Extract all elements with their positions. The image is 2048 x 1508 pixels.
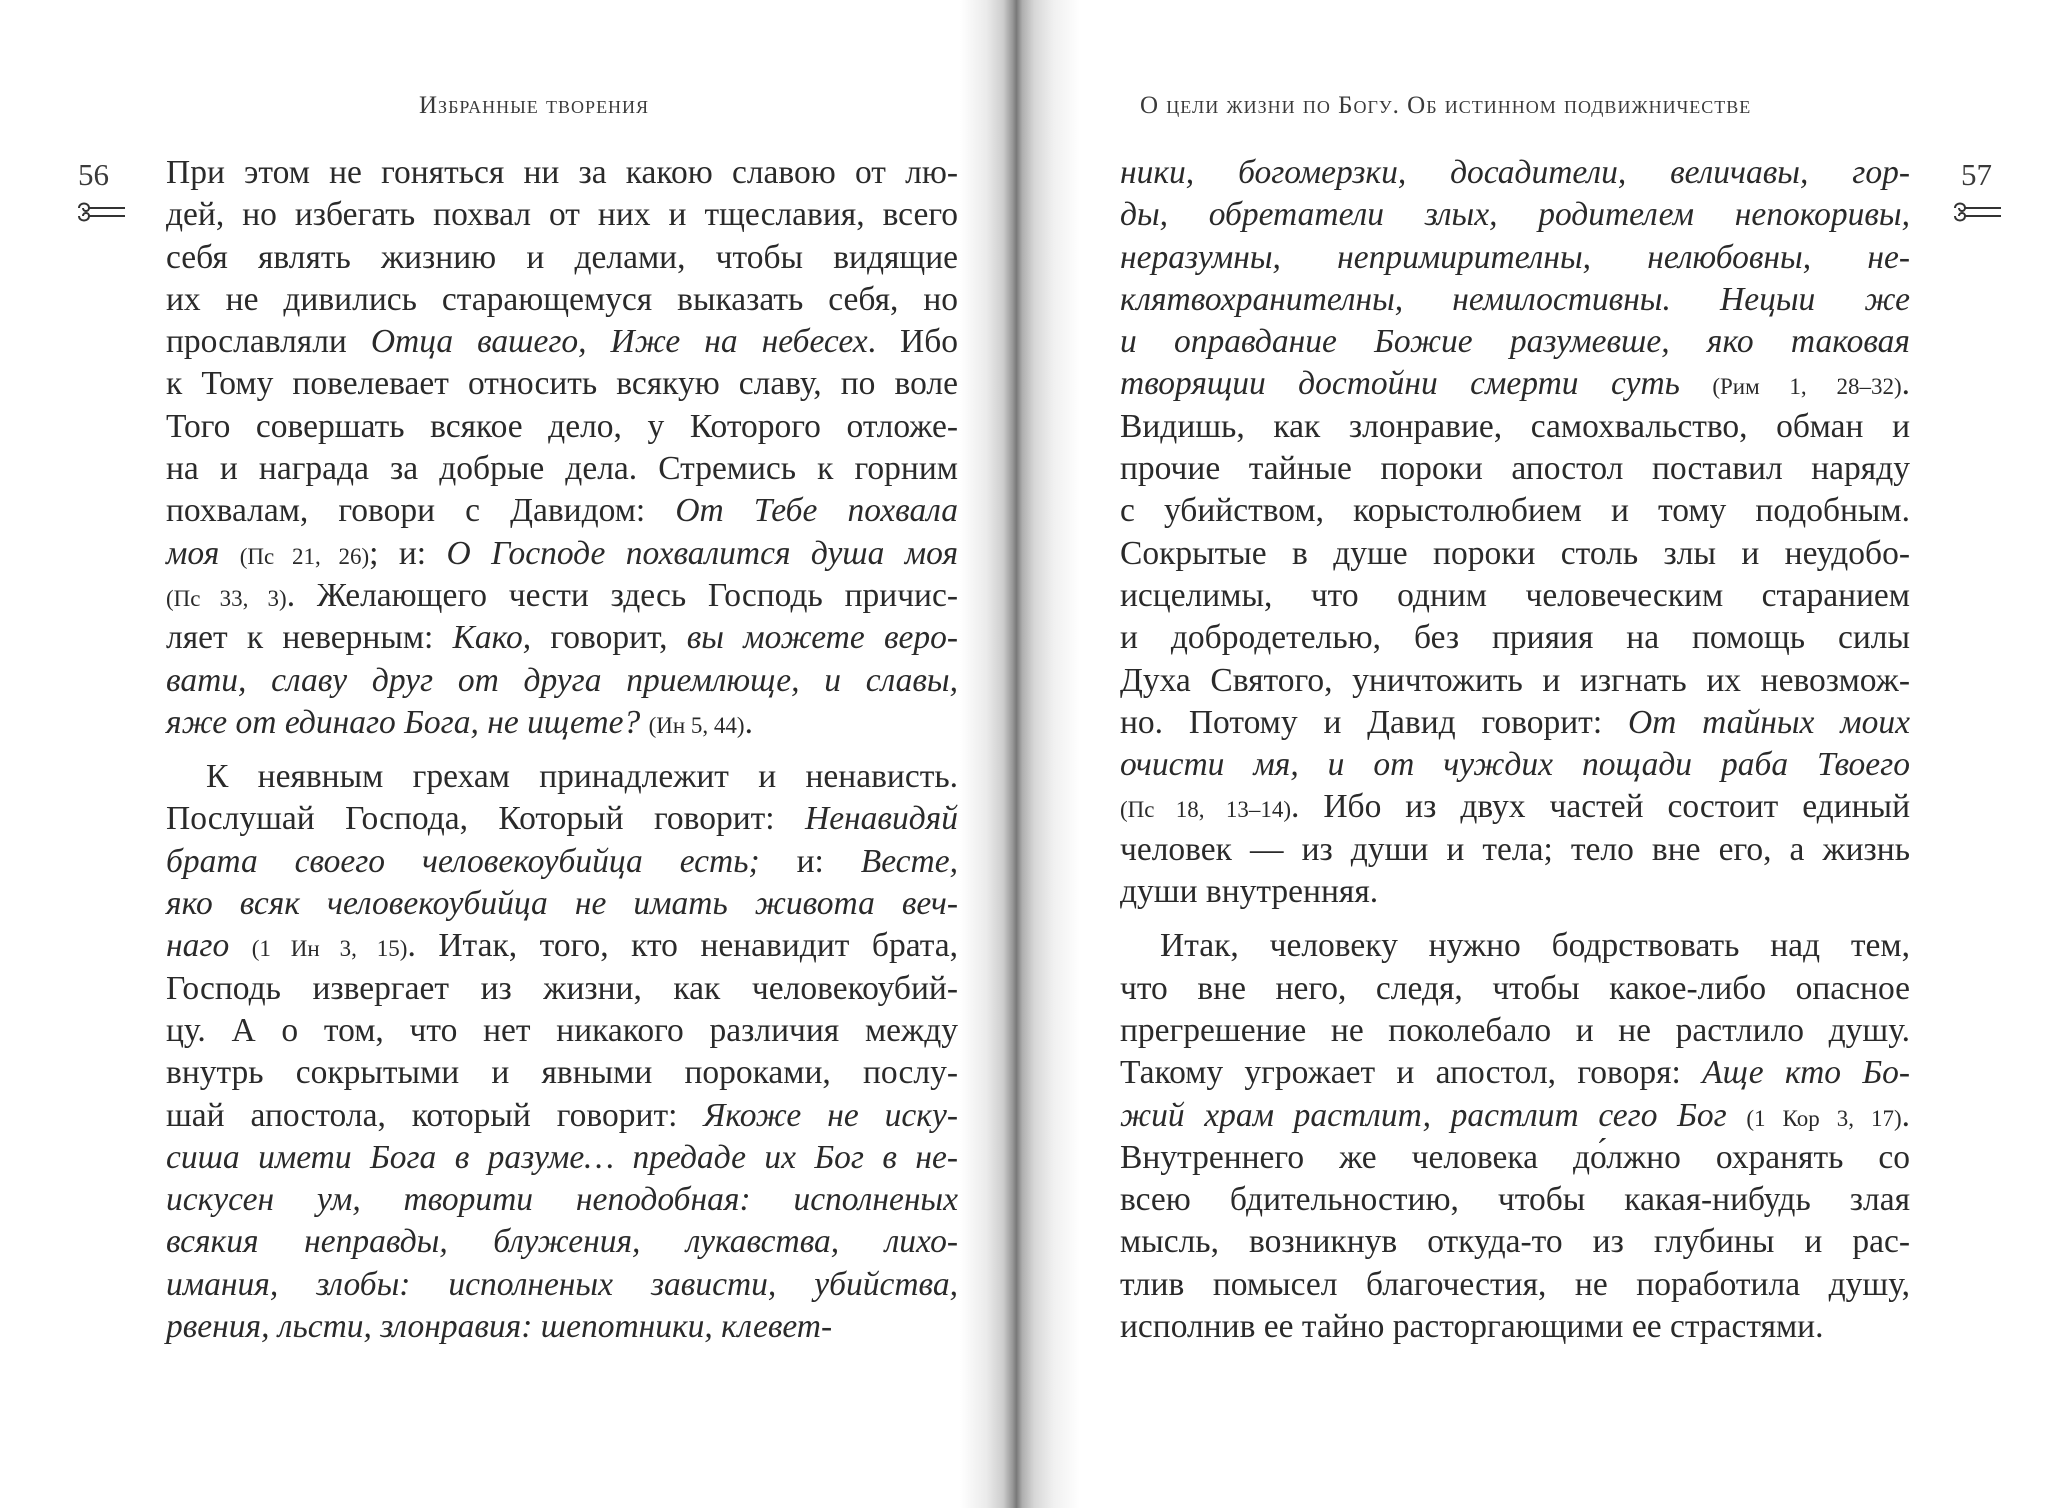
body-text <box>1727 1097 1747 1134</box>
body-text: При этом не гоняться ни за какою славою от лю- <box>166 154 958 191</box>
text-line <box>1120 194 1910 236</box>
right-page-number: 57 <box>1961 157 1992 192</box>
quotation-text: О Господе похвалится душа моя <box>446 534 959 572</box>
text-line <box>1120 533 1910 575</box>
scripture-reference: (1 Кор 3, 17) <box>1746 1105 1902 1131</box>
body-text: . <box>744 703 753 741</box>
text-line <box>166 968 958 1010</box>
quotation-text: Како, <box>452 619 532 657</box>
scroll-ornament-icon <box>75 200 127 224</box>
text-line <box>166 1052 958 1094</box>
body-text: ляет к неверным: <box>166 619 453 657</box>
text-line <box>166 363 958 405</box>
text-line <box>166 406 958 448</box>
quotation-text: Весте, <box>860 842 958 880</box>
quotation-text: Якоже не иску- <box>703 1096 958 1134</box>
body-text: Того совершать всякое дело, у Которого отложе- <box>166 407 958 445</box>
body-text <box>640 704 648 741</box>
quotation-text: наго <box>166 927 230 965</box>
left-page-text <box>166 152 958 1348</box>
text-line <box>166 1095 958 1137</box>
body-text: прославляли <box>166 323 371 361</box>
quotation-text: От тайных моих <box>1627 703 1910 741</box>
body-text: говорит, <box>531 619 687 657</box>
text-line <box>166 798 958 840</box>
text-line <box>166 321 958 363</box>
body-text: к Тому повелевает относить всякую славу, по воле <box>166 365 958 403</box>
text-line <box>166 702 958 744</box>
body-text: Духа Святого, уничтожить и изгнать их невозмож- <box>1120 661 1910 699</box>
quotation-text: неразумны, непримирителны, нелюбовны, не- <box>1120 238 1910 276</box>
body-text: Видишь, как злонравие, самохвальство, обман и <box>1120 407 1910 445</box>
quotation-text: сиша имети Бога в разуме… предаде их Бог в не- <box>166 1138 958 1176</box>
text-line <box>166 617 958 659</box>
scripture-reference: (1 Ин 3, 15) <box>251 936 408 962</box>
text-line <box>1120 363 1910 405</box>
quotation-text: Ненавидяй <box>805 800 958 838</box>
quotation-text: ды, обретатели злых, родителем непокоривы, <box>1120 196 1910 234</box>
paragraph-gap <box>166 744 958 756</box>
body-text: прочие тайные пороки апостол поставил наряду <box>1120 450 1910 488</box>
scripture-reference: (Рим 1, 28–32) <box>1712 374 1902 400</box>
text-line <box>166 490 958 532</box>
body-text: прегрешение не поколебало и не растлило душу. <box>1120 1011 1910 1049</box>
body-text: их не дивились старающемуся выказать себя, но <box>166 280 958 318</box>
text-line <box>1120 871 1910 913</box>
text-line <box>166 237 958 279</box>
body-text: . <box>1901 1096 1911 1134</box>
body-text <box>219 535 239 572</box>
text-line <box>1120 152 1910 194</box>
body-text: ; и: <box>369 534 447 572</box>
quotation-text: ники, богомерзки, досадители, величавы, гор- <box>1120 154 1910 191</box>
text-line <box>1120 702 1910 744</box>
text-line <box>166 1010 958 1052</box>
text-line <box>166 533 958 575</box>
text-line <box>1120 575 1910 617</box>
text-line <box>166 660 958 702</box>
text-line <box>166 448 958 490</box>
body-text: мысль, возникнув откуда-то из глубины и рас- <box>1120 1223 1910 1261</box>
text-line <box>166 1264 958 1306</box>
text-line <box>166 756 958 798</box>
scripture-reference: (Ин 5, 44) <box>648 712 745 738</box>
text-line <box>166 194 958 236</box>
body-text: Такому угрожает и апостол, говоря: <box>1120 1054 1703 1092</box>
quotation-text: искусен ум, творити неподобная: исполненых <box>166 1181 958 1219</box>
scripture-reference: (Пс 18, 13–14) <box>1120 797 1292 823</box>
text-line <box>166 841 958 883</box>
body-text: и добродетелью, без прияия на помощь силы <box>1120 619 1910 657</box>
text-line <box>1120 1221 1910 1263</box>
text-line <box>1120 968 1910 1010</box>
text-line <box>1120 786 1910 828</box>
body-text: цу. А о том, что нет никакого различия между <box>166 1011 958 1049</box>
quotation-text: очисти мя, и от чуждих пощади раба Твоего <box>1120 746 1910 784</box>
text-line <box>166 1179 958 1221</box>
quotation-text: яже от единаго Бога, не ищете? <box>166 703 641 741</box>
text-line <box>1120 744 1910 786</box>
text-line <box>166 575 958 617</box>
text-line <box>1120 490 1910 532</box>
scripture-reference: (Пс 33, 3) <box>166 585 287 611</box>
body-text: Господь извергает из жизни, как человекоубий- <box>166 969 958 1007</box>
body-text: Сокрытые в душе пороки столь злы и неудобо- <box>1120 534 1910 572</box>
left-running-head: Избранные творения <box>419 92 650 119</box>
body-text <box>1680 365 1712 402</box>
body-text: . Итак, того, кто ненавидит брата, <box>407 927 959 965</box>
body-text: внутрь сокрытыми и явными пороками, послу- <box>166 1054 958 1092</box>
text-line <box>1120 406 1910 448</box>
body-text: что вне него, следя, чтобы какое-либо опасное <box>1120 969 1910 1007</box>
quotation-text: яко всяк человекоубийца не имать живота веч- <box>166 885 958 923</box>
quotation-text: вы можете веро- <box>686 619 959 657</box>
text-line <box>1120 660 1910 702</box>
text-line <box>1120 321 1910 363</box>
book-gutter <box>960 0 1080 1508</box>
text-line <box>166 1221 958 1263</box>
quotation-text: творящии достойни смерти суть <box>1120 365 1680 403</box>
body-text: исполнив ее тайно расторгающими ее страстями. <box>1120 1308 1824 1346</box>
text-line <box>1120 448 1910 490</box>
body-text: с убийством, корыстолюбием и тому подобным. <box>1120 492 1910 530</box>
text-line <box>1120 1306 1910 1348</box>
text-line <box>1120 1137 1910 1179</box>
right-running-head: О цели жизни по Богу. Об истинном подвижничестве <box>1140 92 1752 119</box>
text-line <box>1120 237 1910 279</box>
body-text: на и награда за добрые дела. Стремись к горним <box>166 450 958 488</box>
body-text: но. Потому и Давид говорит: <box>1120 703 1628 741</box>
body-text: души внутренняя. <box>1120 873 1379 911</box>
text-line <box>166 1137 958 1179</box>
body-text: и: <box>759 842 861 880</box>
text-line <box>1120 1052 1910 1094</box>
body-text: тлив помысел благочестия, не поработила душу, <box>1120 1265 1910 1303</box>
text-line <box>1120 829 1910 871</box>
body-text: похвалам, говори с Давидом: <box>166 492 676 530</box>
quotation-text: и оправдание Божие разумевше, яко таковая <box>1120 323 1910 361</box>
text-line <box>1120 1010 1910 1052</box>
quotation-text: клятвохранителны, немилостивны. Нецыи же <box>1120 280 1910 318</box>
body-text: К неявным грехам принадлежит и ненависть. <box>206 758 958 796</box>
quotation-text: рвения, льсти, злонравия: шепотники, клевет- <box>166 1308 833 1346</box>
text-line <box>1120 1095 1910 1137</box>
body-text: шай апостола, который говорит: <box>166 1096 704 1134</box>
quotation-text: жий храм растлит, растлит сего Бог <box>1120 1096 1727 1134</box>
text-line <box>166 1306 958 1348</box>
quotation-text: всякия неправды, блужения, лукавства, лихо- <box>166 1223 958 1261</box>
text-line <box>1120 617 1910 659</box>
body-text: . Ибо <box>867 323 958 361</box>
body-text: Итак, человеку нужно бодрствовать над тем, <box>1160 927 1910 965</box>
body-text: дей, но избегать похвал от них и тщеславия, всего <box>166 196 958 234</box>
body-text: . <box>1901 365 1911 403</box>
quotation-text: моя <box>166 534 220 572</box>
body-text: себя являть жизнию и делами, чтобы видящие <box>166 238 958 276</box>
text-line <box>1120 925 1910 967</box>
body-text: . Желающего чести здесь Господь причис- <box>286 576 958 614</box>
text-line <box>1120 1179 1910 1221</box>
text-line <box>166 925 958 967</box>
quotation-text: От Тебе похвала <box>675 492 958 530</box>
body-text: исцелимы, что одним человеческим старанием <box>1120 576 1910 614</box>
scroll-ornament-icon <box>1951 200 2003 224</box>
text-line <box>1120 279 1910 321</box>
body-text: человек — из души и тела; тело вне его, а жизнь <box>1120 830 1910 868</box>
body-text: Внутреннего же человека до́лжно охранять со <box>1120 1138 1910 1176</box>
quotation-text: вати, славу друг от друга приемлюще, и славы, <box>166 661 958 699</box>
text-line <box>166 152 958 194</box>
body-text: . Ибо из двух частей состоит единый <box>1291 788 1910 826</box>
left-page-number: 56 <box>78 157 109 192</box>
text-line <box>1120 1264 1910 1306</box>
paragraph-gap <box>1120 913 1910 925</box>
body-text: Послушай Господа, Который говорит: <box>166 800 805 838</box>
quotation-text: Аще кто Бо- <box>1702 1054 1910 1092</box>
right-page-text <box>1120 152 1910 1348</box>
body-text: всею бдительностию, чтобы какая-нибудь злая <box>1120 1181 1910 1219</box>
quotation-text: Отца вашего, Иже на небесех <box>370 323 868 361</box>
scripture-reference: (Пс 21, 26) <box>239 543 370 569</box>
body-text <box>229 927 252 964</box>
quotation-text: имания, злобы: исполненых зависти, убийства, <box>166 1265 958 1303</box>
quotation-text: брата своего человекоубийца есть; <box>166 842 760 880</box>
text-line <box>166 883 958 925</box>
text-line <box>166 279 958 321</box>
